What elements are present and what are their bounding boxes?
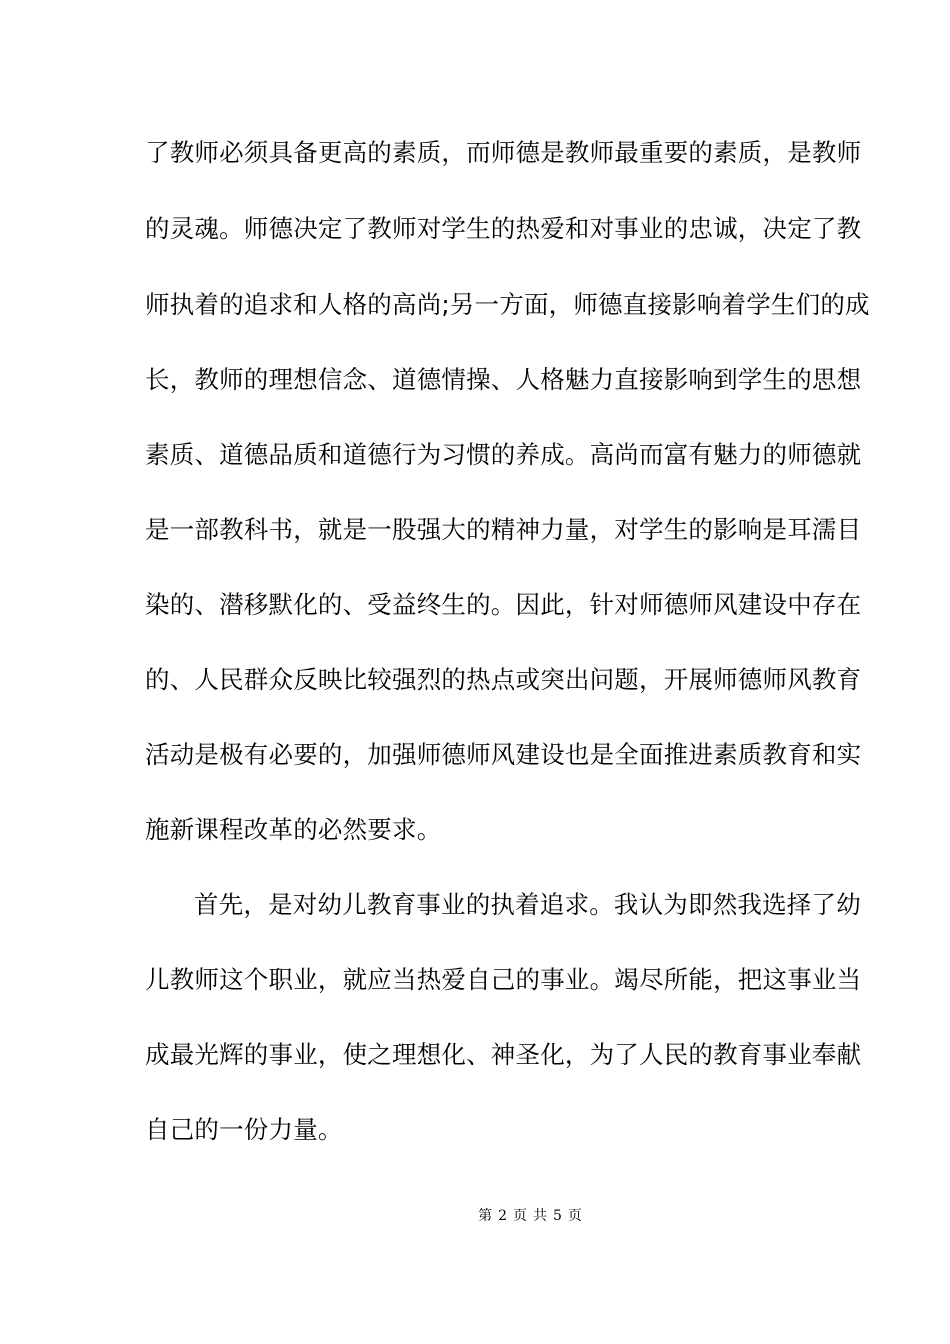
text-line: 染的、潜移默化的、受益终生的。因此，针对师德师风建设中存在 xyxy=(145,590,862,619)
text-line: 的灵魂。师德决定了教师对学生的热爱和对事业的忠诚，决定了教 xyxy=(145,214,862,243)
text-line: 素质、道德品质和道德行为习惯的养成。高尚而富有魅力的师德就 xyxy=(145,440,862,469)
text-line: 自己的一份力量。 xyxy=(145,1115,343,1144)
text-line: 了教师必须具备更高的素质，而师德是教师最重要的素质，是教师 xyxy=(145,138,862,167)
text-line: 儿教师这个职业，就应当热爱自己的事业。竭尽所能，把这事业当 xyxy=(145,965,862,994)
footer-page-word: 页 xyxy=(513,1208,527,1224)
text-line: 首先，是对幼儿教育事业的执着追求。我认为即然我选择了幼 xyxy=(194,890,861,919)
page-footer xyxy=(0,1207,950,1225)
text-line: 活动是极有必要的，加强师德师风建设也是全面推进素质教育和实 xyxy=(145,740,862,769)
footer-current-page: 2 xyxy=(498,1208,507,1224)
footer-suffix: 页 xyxy=(567,1208,582,1224)
footer-total-pages: 5 xyxy=(553,1208,562,1224)
text-line: 师执着的追求和人格的高尚;另一方面，师德直接影响着学生们的成 xyxy=(145,290,870,319)
footer-prefix: 第 xyxy=(478,1208,493,1224)
text-line: 施新课程改革的必然要求。 xyxy=(145,815,442,844)
text-line: 是一部教科书，就是一股强大的精神力量，对学生的影响是耳濡目 xyxy=(145,515,862,544)
text-line: 成最光辉的事业，使之理想化、神圣化，为了人民的教育事业奉献 xyxy=(145,1040,862,1069)
text-line: 长，教师的理想信念、道德情操、人格魅力直接影响到学生的思想 xyxy=(145,365,862,394)
text-line: 的、人民群众反映比较强烈的热点或突出问题，开展师德师风教育 xyxy=(145,665,862,694)
footer-total-word: 共 xyxy=(533,1208,547,1224)
